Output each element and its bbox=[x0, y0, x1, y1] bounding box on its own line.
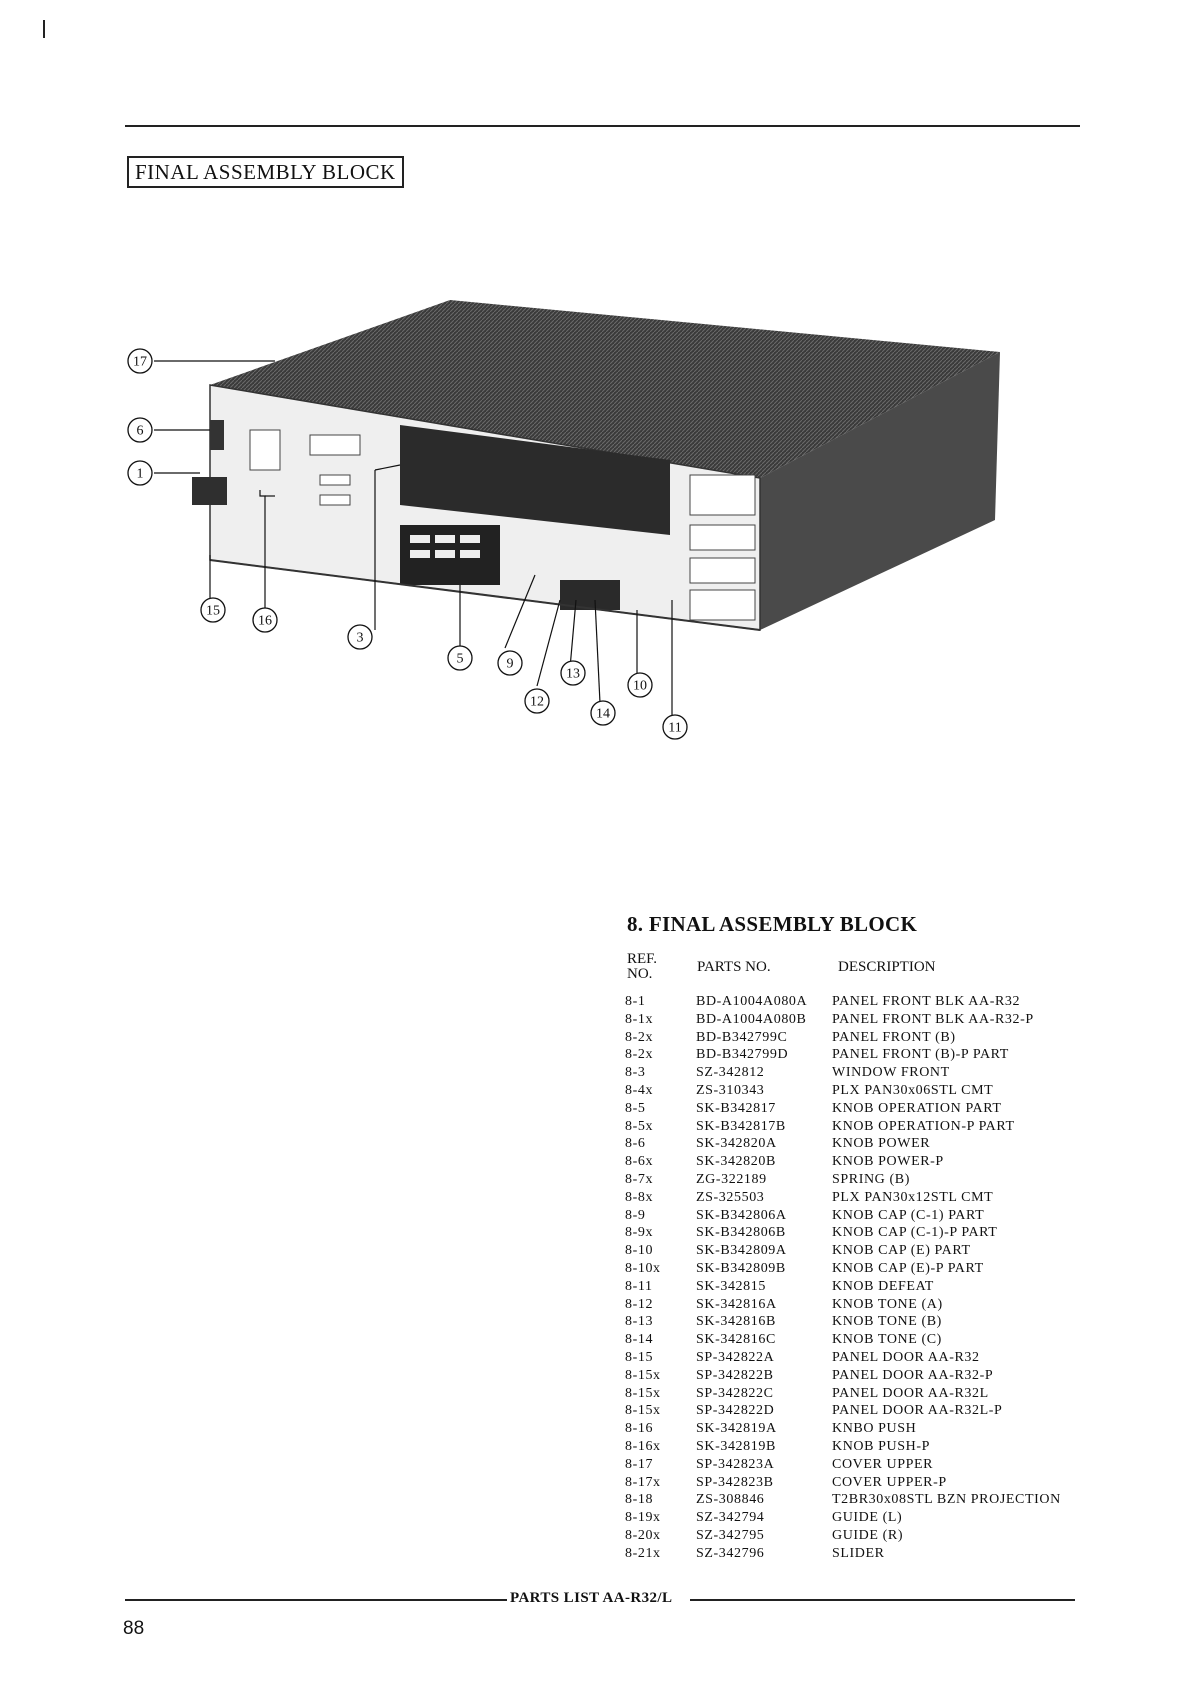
description-cell: KNOB OPERATION-P PART bbox=[832, 1118, 1015, 1134]
ref-cell: 8-11 bbox=[625, 1278, 653, 1294]
ref-cell: 8-16 bbox=[625, 1421, 654, 1437]
callout-label: 16 bbox=[258, 613, 272, 629]
margin-mark bbox=[43, 20, 45, 38]
section-title: 8. FINAL ASSEMBLY BLOCK bbox=[627, 912, 918, 936]
column-header-no: NO. bbox=[627, 966, 653, 982]
description-cell: COVER UPPER-P bbox=[832, 1474, 947, 1490]
description-cell: KNOB CAP (C-1) PART bbox=[832, 1207, 985, 1223]
ref-cell: 8-8x bbox=[625, 1189, 654, 1205]
parts-table bbox=[625, 993, 1061, 1563]
part-number-cell: SP-342823A bbox=[696, 1456, 775, 1472]
table-row bbox=[625, 1313, 1061, 1331]
column-header-ref: REF. bbox=[627, 951, 658, 967]
ref-cell: 8-1 bbox=[625, 994, 646, 1009]
ref-cell: 8-5x bbox=[625, 1118, 654, 1134]
column-header-parts-no: PARTS NO. bbox=[697, 959, 771, 975]
table-row bbox=[625, 1029, 1061, 1047]
table-row bbox=[625, 1118, 1061, 1136]
table-row bbox=[625, 1224, 1061, 1242]
part-number-cell: BD-B342799D bbox=[696, 1047, 789, 1063]
ref-cell: 8-2x bbox=[625, 1047, 654, 1063]
description-cell: KNOB DEFEAT bbox=[832, 1278, 934, 1294]
description-cell: WINDOW FRONT bbox=[832, 1065, 950, 1081]
ref-cell: 8-6x bbox=[625, 1154, 654, 1170]
table-row bbox=[625, 1367, 1061, 1385]
assembly-illustration bbox=[110, 300, 1010, 810]
header-rule bbox=[125, 125, 1080, 127]
callout-label: 5 bbox=[456, 651, 464, 667]
part-number-cell: SK-B342806A bbox=[696, 1207, 787, 1223]
part-number-cell: SK-B342809A bbox=[696, 1243, 787, 1259]
ref-cell: 8-6 bbox=[625, 1136, 646, 1152]
ref-cell: 8-14 bbox=[625, 1332, 654, 1348]
part-number-cell: BD-A1004A080A bbox=[696, 994, 808, 1009]
ref-cell: 8-15x bbox=[625, 1385, 661, 1401]
ref-cell: 8-17 bbox=[625, 1456, 654, 1472]
part-number-cell: SZ-342795 bbox=[696, 1527, 765, 1543]
ref-cell: 8-20x bbox=[625, 1527, 661, 1543]
column-header-description: DESCRIPTION bbox=[838, 959, 936, 975]
ref-cell: 8-7x bbox=[625, 1171, 654, 1187]
callout-label: 3 bbox=[356, 630, 364, 646]
description-cell: KNOB POWER-P bbox=[832, 1154, 944, 1170]
part-number-cell: ZS-310343 bbox=[696, 1082, 765, 1098]
part-number-cell: SK-B342817 bbox=[696, 1100, 776, 1116]
callout-label: 11 bbox=[668, 720, 682, 736]
description-cell: SPRING (B) bbox=[832, 1171, 910, 1187]
ref-cell: 8-15 bbox=[625, 1349, 654, 1365]
callout-label: 14 bbox=[596, 706, 610, 722]
table-row bbox=[625, 1385, 1061, 1403]
table-row bbox=[625, 1260, 1061, 1278]
callout-label: 17 bbox=[133, 354, 147, 370]
table-row bbox=[625, 1420, 1061, 1438]
description-cell: GUIDE (R) bbox=[832, 1527, 904, 1543]
ref-cell: 8-10x bbox=[625, 1260, 661, 1276]
page-number: 88 bbox=[123, 1618, 145, 1639]
part-number-cell: ZG-322189 bbox=[696, 1171, 767, 1187]
ref-cell: 8-16x bbox=[625, 1438, 661, 1454]
part-number-cell: SZ-342794 bbox=[696, 1510, 765, 1526]
part-number-cell: SZ-342796 bbox=[696, 1545, 765, 1561]
callout-label: 13 bbox=[566, 666, 580, 682]
description-cell: T2BR30x08STL BZN PROJECTION bbox=[832, 1492, 1061, 1508]
callout-label: 1 bbox=[136, 466, 144, 482]
part-number-cell: SK-342816B bbox=[696, 1314, 776, 1330]
table-row bbox=[625, 1046, 1061, 1064]
ref-cell: 8-9 bbox=[625, 1207, 646, 1223]
ref-cell: 8-3 bbox=[625, 1065, 646, 1081]
table-row bbox=[625, 1011, 1061, 1029]
part-number-cell: BD-B342799C bbox=[696, 1029, 788, 1045]
ref-cell: 8-15x bbox=[625, 1367, 661, 1383]
table-row bbox=[625, 1100, 1061, 1118]
description-cell: KNOB POWER bbox=[832, 1136, 931, 1152]
ref-cell: 8-4x bbox=[625, 1082, 654, 1098]
ref-cell: 8-21x bbox=[625, 1545, 661, 1561]
part-number-cell: SK-342816C bbox=[696, 1332, 776, 1348]
table-row bbox=[625, 1296, 1061, 1314]
part-number-cell: SK-342815 bbox=[696, 1278, 766, 1294]
description-cell: KNBO PUSH bbox=[832, 1421, 917, 1437]
part-number-cell: ZS-325503 bbox=[696, 1189, 765, 1205]
table-row bbox=[625, 1242, 1061, 1260]
part-number-cell: SK-B342817B bbox=[696, 1118, 786, 1134]
part-number-cell: SK-342819B bbox=[696, 1438, 776, 1454]
table-row bbox=[625, 1064, 1061, 1082]
table-row bbox=[625, 1438, 1061, 1456]
table-row bbox=[625, 1189, 1061, 1207]
description-cell: KNOB CAP (E) PART bbox=[832, 1243, 971, 1259]
description-cell: SLIDER bbox=[832, 1545, 885, 1561]
table-row bbox=[625, 993, 1061, 1011]
description-cell: PANEL FRONT (B)-P PART bbox=[832, 1047, 1009, 1063]
description-cell: PANEL DOOR AA-R32L-P bbox=[832, 1403, 1003, 1419]
description-cell: PANEL DOOR AA-R32L bbox=[832, 1385, 989, 1401]
part-number-cell: SP-342823B bbox=[696, 1474, 774, 1490]
description-cell: KNOB CAP (C-1)-P PART bbox=[832, 1225, 998, 1241]
part-number-cell: SK-B342806B bbox=[696, 1225, 786, 1241]
callout-label: 6 bbox=[136, 423, 144, 439]
callout-label: 15 bbox=[206, 603, 220, 619]
table-row bbox=[625, 1135, 1061, 1153]
amplifier-drawing bbox=[110, 300, 1010, 810]
table-row bbox=[625, 1491, 1061, 1509]
description-cell: KNOB PUSH-P bbox=[832, 1438, 931, 1454]
part-number-cell: SP-342822B bbox=[696, 1367, 774, 1383]
part-number-cell: SZ-342812 bbox=[696, 1065, 765, 1081]
ref-cell: 8-13 bbox=[625, 1314, 654, 1330]
ref-cell: 8-15x bbox=[625, 1403, 661, 1419]
part-number-cell: SP-342822C bbox=[696, 1385, 774, 1401]
description-cell: GUIDE (L) bbox=[832, 1510, 903, 1526]
table-row bbox=[625, 1474, 1061, 1492]
part-number-cell: SP-342822A bbox=[696, 1349, 775, 1365]
table-row bbox=[625, 1509, 1061, 1527]
description-cell: PANEL FRONT BLK AA-R32 bbox=[832, 994, 1021, 1009]
ref-cell: 8-19x bbox=[625, 1510, 661, 1526]
table-row bbox=[625, 1402, 1061, 1420]
part-number-cell: SK-B342809B bbox=[696, 1260, 786, 1276]
ref-cell: 8-12 bbox=[625, 1296, 654, 1312]
description-cell: PLX PAN30x06STL CMT bbox=[832, 1082, 994, 1098]
ref-cell: 8-2x bbox=[625, 1029, 654, 1045]
part-number-cell: SK-342819A bbox=[696, 1421, 777, 1437]
ref-cell: 8-18 bbox=[625, 1492, 654, 1508]
description-cell: PLX PAN30x12STL CMT bbox=[832, 1189, 994, 1205]
table-row bbox=[625, 1153, 1061, 1171]
footer-rule-left bbox=[125, 1599, 507, 1601]
ref-cell: 8-17x bbox=[625, 1474, 661, 1490]
table-row bbox=[625, 1331, 1061, 1349]
table-row bbox=[625, 1527, 1061, 1545]
footer-rule-right bbox=[690, 1599, 1075, 1601]
description-cell: KNOB OPERATION PART bbox=[832, 1100, 1002, 1116]
ref-cell: 8-5 bbox=[625, 1100, 646, 1116]
description-cell: PANEL FRONT (B) bbox=[832, 1029, 956, 1045]
description-cell: PANEL DOOR AA-R32 bbox=[832, 1349, 980, 1365]
table-row bbox=[625, 1545, 1061, 1563]
description-cell: COVER UPPER bbox=[832, 1456, 934, 1472]
table-row bbox=[625, 1171, 1061, 1189]
table-row bbox=[625, 1082, 1061, 1100]
callout-label: 9 bbox=[506, 656, 514, 672]
part-number-cell: SK-342816A bbox=[696, 1296, 777, 1312]
block-title-box: FINAL ASSEMBLY BLOCK bbox=[127, 156, 404, 188]
ref-cell: 8-10 bbox=[625, 1243, 654, 1259]
ref-cell: 8-1x bbox=[625, 1011, 654, 1027]
description-cell: KNOB CAP (E)-P PART bbox=[832, 1260, 984, 1276]
part-number-cell: ZS-308846 bbox=[696, 1492, 765, 1508]
description-cell: PANEL DOOR AA-R32-P bbox=[832, 1367, 994, 1383]
part-number-cell: SK-342820B bbox=[696, 1154, 776, 1170]
callout-label: 12 bbox=[530, 694, 544, 710]
part-number-cell: SK-342820A bbox=[696, 1136, 777, 1152]
table-row bbox=[625, 1349, 1061, 1367]
part-number-cell: SP-342822D bbox=[696, 1403, 775, 1419]
footer-label: PARTS LIST AA-R32/L bbox=[510, 1590, 673, 1606]
description-cell: KNOB TONE (A) bbox=[832, 1296, 943, 1312]
table-row bbox=[625, 1456, 1061, 1474]
description-cell: KNOB TONE (B) bbox=[832, 1314, 942, 1330]
part-number-cell: BD-A1004A080B bbox=[696, 1011, 807, 1027]
ref-cell: 8-9x bbox=[625, 1225, 654, 1241]
table-row bbox=[625, 1278, 1061, 1296]
callout-label: 10 bbox=[633, 678, 647, 694]
description-cell: KNOB TONE (C) bbox=[832, 1332, 942, 1348]
table-row bbox=[625, 1207, 1061, 1225]
description-cell: PANEL FRONT BLK AA-R32-P bbox=[832, 1011, 1034, 1027]
